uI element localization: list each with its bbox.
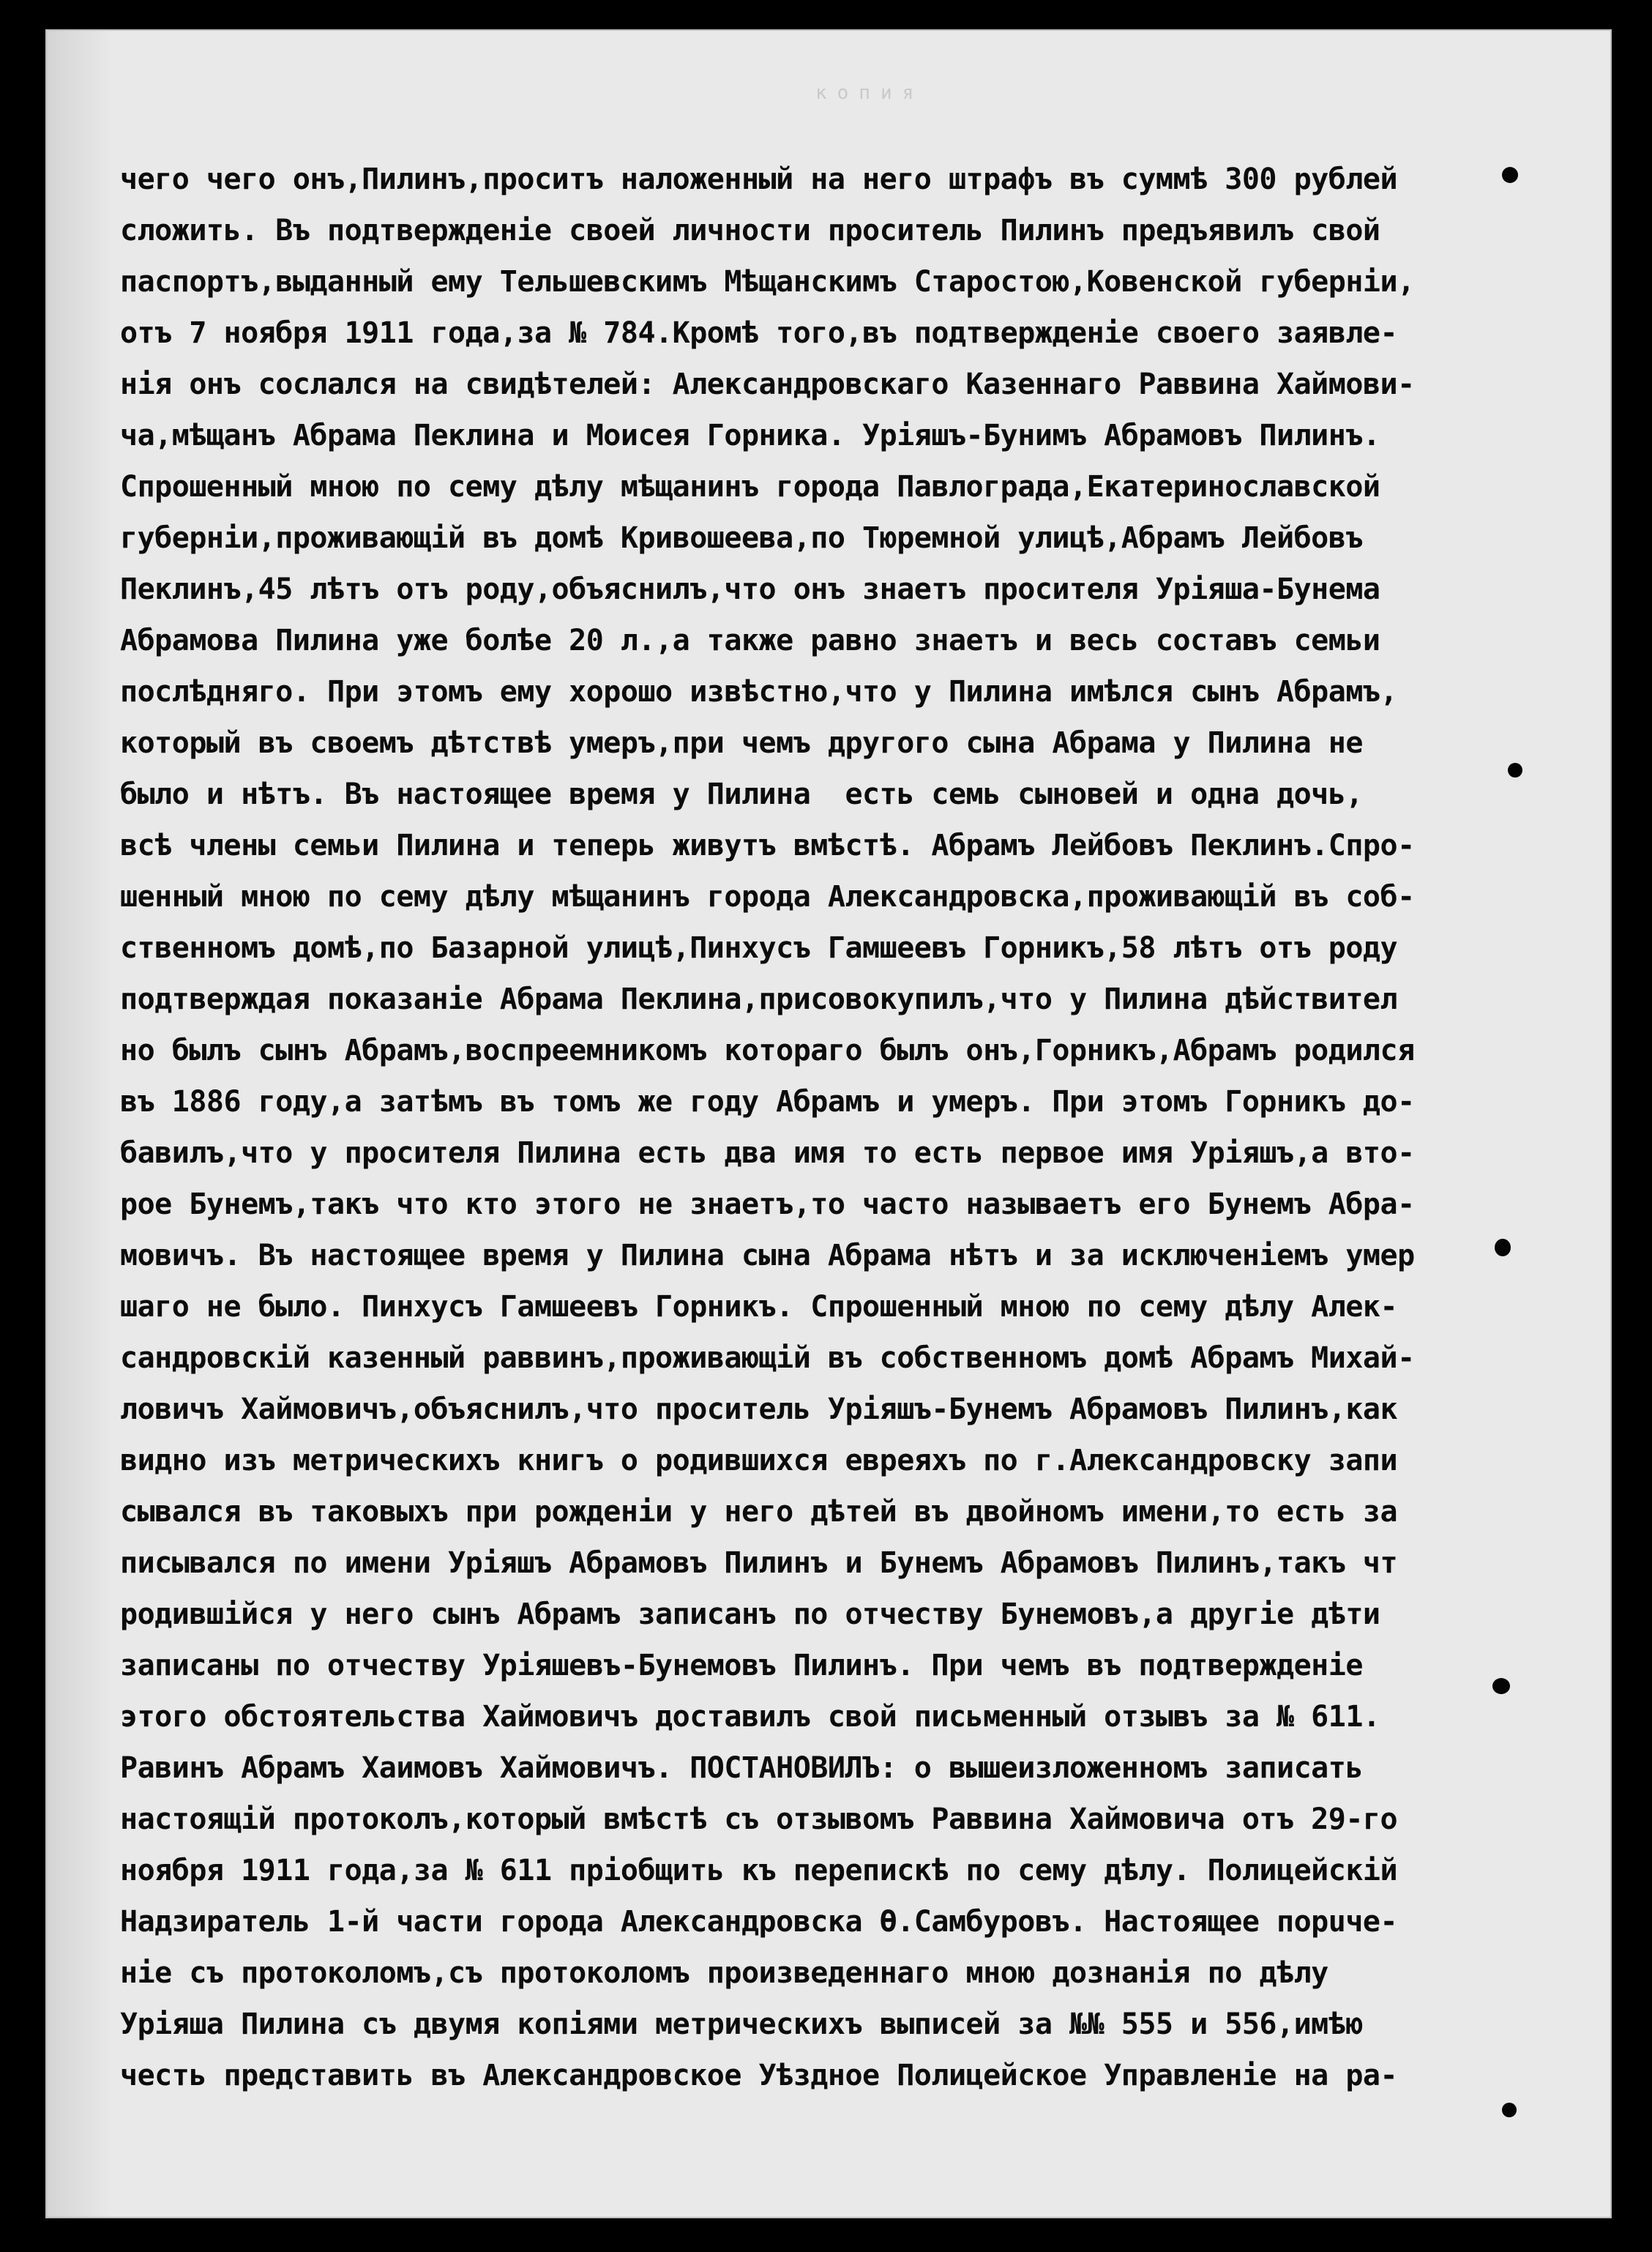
text-line: паспортъ,выданный ему Тельшевскимъ Мѣщанскимъ Старостою,Ковенской губерніи, [120,265,1415,299]
ink-blot [1502,2103,1517,2117]
ink-blot [1502,167,1518,183]
text-line: писывался по имени Уріяшъ Абрамовъ Пилинъ и Бунемъ Абрамовъ Пилинъ,такъ чт [120,1546,1398,1580]
text-line: въ 1886 году,а затѣмъ въ томъ же году Абрамъ и умеръ. При этомъ Горникъ до- [120,1085,1415,1119]
text-line: подтверждая показаніе Абрама Пеклина,присовокупилъ,что у Пилина дѣйствител [120,983,1398,1016]
text-line: сандровскій казенный раввинъ,проживающій въ собственномъ домѣ Абрамъ Михай- [120,1341,1415,1375]
text-line: сложить. Въ подтвержденіе своей личности проситель Пилинъ предъявилъ свой [120,214,1380,247]
text-line: отъ 7 ноября 1911 года,за № 784.Кромѣ того,въ подтвержденіе своего заявле- [120,316,1398,350]
ink-blot [1495,1239,1511,1256]
scan-edge-shadow [47,31,113,2217]
text-line: бавилъ,что у просителя Пилина есть два имя то есть первое имя Уріяшъ,а вто- [120,1136,1415,1170]
text-line: послѣдняго. При этомъ ему хорошо извѣстно,что у Пилина имѣлся сынъ Абрамъ, [120,675,1398,709]
text-line: Абрамова Пилина уже болѣе 20 л.,а также равно знаетъ и весь составъ семьи [120,624,1380,657]
text-line: ловичъ Хаймовичъ,объяснилъ,что проситель Уріяшъ-Бунемъ Абрамовъ Пилинъ,как [120,1392,1398,1426]
text-line: ча,мѣщанъ Абрама Пеклина и Моисея Горника. Уріяшъ-Бунимъ Абрамовъ Пилинъ. [120,419,1380,452]
text-line: ственномъ домѣ,по Базарной улицѣ,Пинхусъ Гамшеевъ Горникъ,58 лѣтъ отъ роду [120,931,1398,965]
ink-blot [1492,1678,1510,1694]
text-line: рое Бунемъ,такъ что кто этого не знаетъ,то часто называетъ его Бунемъ Абра- [120,1187,1415,1221]
text-line: сывался въ таковыхъ при рожденіи у него дѣтей въ двойномъ имени,то есть за [120,1495,1398,1529]
document-page [45,29,1612,2218]
typed-text-body [120,154,1577,2101]
text-line: записаны по отчеству Уріяшевъ-Бунемовъ Пилинъ. При чемъ въ подтвержденіе [120,1649,1363,1682]
text-line: честь представить въ Александровское Уѣздное Полицейское Управленіе на ра- [120,2059,1398,2092]
text-line: Пеклинъ,45 лѣтъ отъ роду,объяснилъ,что онъ знаетъ просителя Уріяша-Бунема [120,573,1380,606]
text-line: настоящій протоколъ,который вмѣстѣ съ отзывомъ Раввина Хаймовича отъ 29-го [120,1802,1398,1836]
text-line: видно изъ метрическихъ книгъ о родившихся евреяхъ по г.Александровску запи [120,1444,1398,1477]
text-line: мовичъ. Въ настоящее время у Пилина сына Абрама нѣтъ и за исключеніемъ умер [120,1239,1415,1272]
text-line: чего чего онъ,Пилинъ,проситъ наложенный на него штрафъ въ суммѣ 300 рублей [120,163,1398,196]
text-line: ноября 1911 года,за № 611 пріобщить къ перепискѣ по сему дѣлу. Полицейскій [120,1854,1398,1887]
text-line: шенный мною по сему дѣлу мѣщанинъ города Александровска,проживающій въ соб- [120,880,1415,914]
text-line: нія онъ сослался на свидѣтелей: Александровскаго Казеннаго Раввина Хаймови- [120,368,1415,401]
text-line: шаго не было. Пинхусъ Гамшеевъ Горникъ. Спрошенный мною по сему дѣлу Алек- [120,1290,1398,1324]
text-line: было и нѣтъ. Въ настоящее время у Пилина есть семь сыновей и одна дочь, [120,778,1363,811]
text-line: Спрошенный мною по сему дѣлу мѣщанинъ города Павлограда,Екатеринославской [120,470,1380,504]
text-line: этого обстоятельства Хаймовичъ доставилъ свой письменный отзывъ за № 611. [120,1700,1380,1734]
ink-blot [1508,763,1522,778]
text-line: который въ своемъ дѣтствѣ умеръ,при чемъ другого сына Абрама у Пилина не [120,726,1363,760]
text-line: Уріяша Пилина съ двумя копіями метрическихъ выписей за №№ 555 и 556,имѣю [120,2007,1363,2041]
text-line: ніе съ протоколомъ,съ протоколомъ произведеннаго мною дознанія по дѣлу [120,1956,1328,1990]
text-line: губерніи,проживающій въ домѣ Кривошеева,по Тюремной улицѣ,Абрамъ Лейбовъ [120,521,1363,555]
text-line: родившійся у него сынъ Абрамъ записанъ по отчеству Бунемовъ,а другіе дѣти [120,1597,1380,1631]
text-line: но былъ сынъ Абрамъ,воспреемникомъ котораго былъ онъ,Горникъ,Абрамъ родился [120,1034,1415,1067]
text-line: всѣ члены семьи Пилина и теперь живутъ вмѣстѣ. Абрамъ Лейбовъ Пеклинъ.Спро- [120,829,1415,862]
text-line: Равинъ Абрамъ Хаимовъ Хаймовичъ. ПОСТАНОВИЛЪ: о вышеизложенномъ записать [120,1751,1363,1785]
text-line: Надзиратель 1-й части города Александровска Ѳ.Самбуровъ. Настоящее порuче- [120,1905,1398,1939]
bleed-through-header: копия [815,82,924,104]
